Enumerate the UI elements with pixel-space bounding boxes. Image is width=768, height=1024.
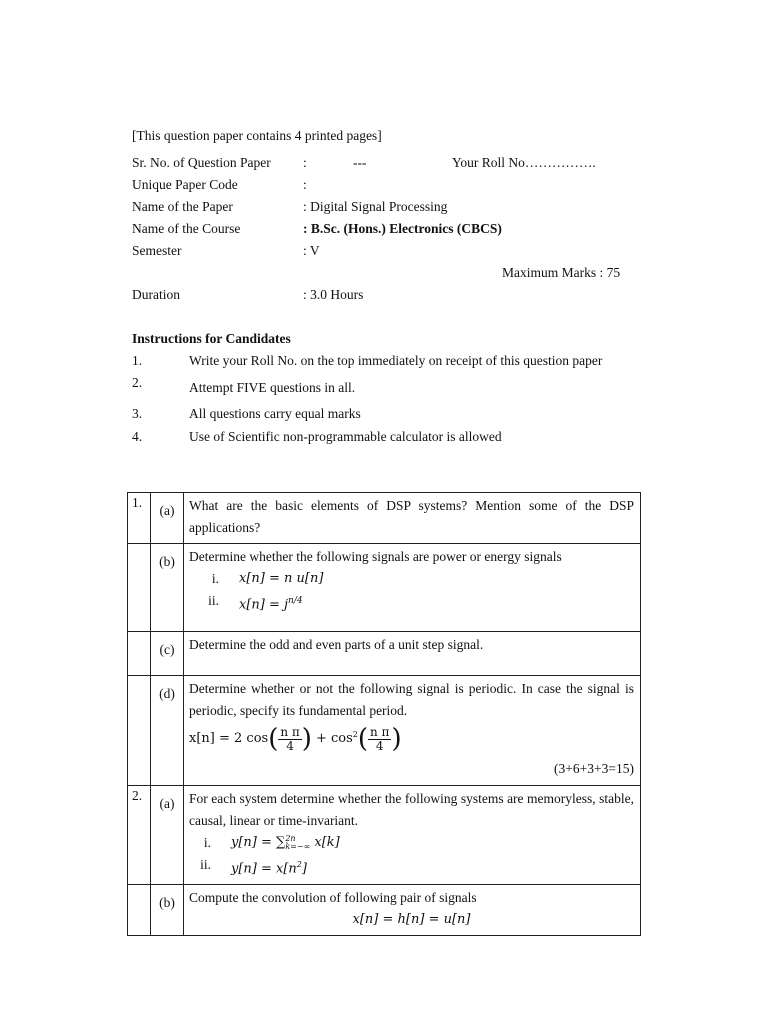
question-number-cell — [128, 676, 151, 786]
question-number-cell — [128, 632, 151, 676]
question-number-cell — [128, 885, 151, 936]
question-row — [128, 885, 641, 936]
roman-numeral: i. — [203, 835, 211, 850]
roll-no-label: Your Roll No……………. — [452, 155, 596, 170]
instruction-text: All questions carry equal marks — [189, 406, 361, 421]
instruction-text: Attempt FIVE questions in all. — [189, 380, 356, 395]
equation-square: 2 — [352, 730, 358, 739]
pages-note: [This question paper contains 4 printed pages] — [132, 128, 382, 143]
question-text: Determine whether the following signals are power or energy signals — [189, 549, 562, 564]
sr-no-label: Sr. No. of Question Paper — [132, 155, 271, 170]
subpart-label: (d) — [151, 676, 184, 786]
maximum-marks: Maximum Marks : 75 — [502, 265, 621, 280]
right-paren-icon: ) — [301, 724, 312, 754]
sr-no-value: --- — [353, 155, 367, 170]
roman-numeral: ii. — [208, 593, 219, 608]
subpart-label: (a) — [151, 786, 184, 885]
instruction-num: 1. — [132, 353, 143, 368]
sub-item — [189, 590, 634, 616]
paper-name-label: Name of the Paper — [132, 199, 233, 214]
instruction-text: Use of Scientific non-programmable calculator is allowed — [189, 429, 502, 444]
subpart-label: (b) — [151, 544, 184, 632]
question-number: 2. — [128, 786, 151, 885]
fraction-denominator: 4 — [375, 738, 384, 753]
equation-tail: x[k] — [310, 835, 340, 850]
equation — [231, 854, 307, 880]
fraction — [368, 726, 391, 753]
course-name-value: : B.Sc. (Hons.) Electronics (CBCS) — [303, 221, 502, 236]
instructions-title: Instructions for Candidates — [132, 331, 291, 346]
fraction — [278, 726, 301, 753]
question-row — [128, 493, 641, 544]
question-row — [128, 544, 641, 632]
periodic-equation — [189, 724, 634, 754]
unique-paper-code-label: Unique Paper Code — [132, 177, 238, 192]
instruction-num: 2. — [132, 375, 143, 390]
sum-upper-limit: 2n — [285, 833, 296, 843]
instruction-text: Write your Roll No. on the top immediately on receipt of this question paper — [189, 353, 603, 368]
question-body — [184, 676, 641, 786]
question-body — [184, 885, 641, 936]
subpart-label: (c) — [151, 632, 184, 676]
question-body — [184, 544, 641, 632]
question-row — [128, 676, 641, 786]
fraction-numerator: n π — [280, 724, 300, 739]
roman-numeral: ii. — [200, 857, 211, 872]
equation: x[n] = h[n] = u[n] — [352, 912, 471, 928]
question-text: Determine the odd and even parts of a unit step signal. — [184, 632, 641, 676]
sr-no-colon: : — [303, 155, 307, 170]
semester-label: Semester — [132, 243, 182, 258]
unique-paper-code-value: : — [303, 177, 307, 192]
roman-numeral: i. — [211, 571, 219, 586]
question-number: 1. — [128, 493, 151, 544]
subpart-label: (b) — [151, 885, 184, 936]
question-text: Compute the convolution of following pair of signals — [189, 890, 477, 906]
questions-table — [127, 492, 641, 936]
sum-limits — [285, 835, 310, 851]
sub-item — [189, 568, 634, 590]
equation-exponent: 2 — [296, 860, 302, 869]
question-body — [184, 786, 641, 885]
equation-base: x[n] = j — [239, 597, 289, 613]
instruction-num: 4. — [132, 429, 143, 444]
equation-base: y[n] = x[n — [231, 861, 297, 877]
duration-value: : 3.0 Hours — [303, 287, 364, 302]
question-text: For each system determine whether the following systems are memoryless, stable, causal, linear or time-invariant. — [189, 791, 634, 828]
equation-base: y[n] = ∑ — [231, 835, 286, 850]
paper-name-value: : Digital Signal Processing — [303, 199, 448, 214]
question-text: Determine whether or not the following signal is periodic. In case the signal is periodic, specify its fundamental period. — [189, 681, 634, 718]
equation — [231, 832, 340, 854]
equation: x[n] = n u[n] — [239, 571, 324, 586]
subpart-label: (a) — [151, 493, 184, 544]
course-name-label: Name of the Course — [132, 221, 241, 236]
equation-mid: + cos — [315, 731, 353, 746]
marks-distribution: (3+6+3+3=15) — [554, 761, 634, 776]
right-paren-icon: ) — [391, 724, 402, 754]
sub-item — [189, 832, 634, 854]
left-paren-icon: ( — [268, 724, 279, 754]
sub-item — [189, 854, 634, 880]
equation — [239, 590, 303, 616]
instruction-num: 3. — [132, 406, 143, 421]
semester-value: : V — [303, 243, 320, 258]
fraction-denominator: 4 — [286, 738, 294, 753]
equation-exponent: n/4 — [288, 596, 303, 606]
question-row — [128, 786, 641, 885]
left-paren-icon: ( — [357, 724, 368, 754]
equation-lhs: x[n] = 2 cos — [189, 731, 269, 746]
sum-lower-limit: k=−∞ — [285, 841, 311, 851]
question-number-cell — [128, 544, 151, 632]
equation-tail: ] — [301, 861, 307, 877]
question-row — [128, 632, 641, 676]
question-text: What are the basic elements of DSP systems? Mention some of the DSP applications? — [184, 493, 641, 544]
duration-label: Duration — [132, 287, 180, 302]
fraction-numerator: n π — [370, 724, 390, 739]
